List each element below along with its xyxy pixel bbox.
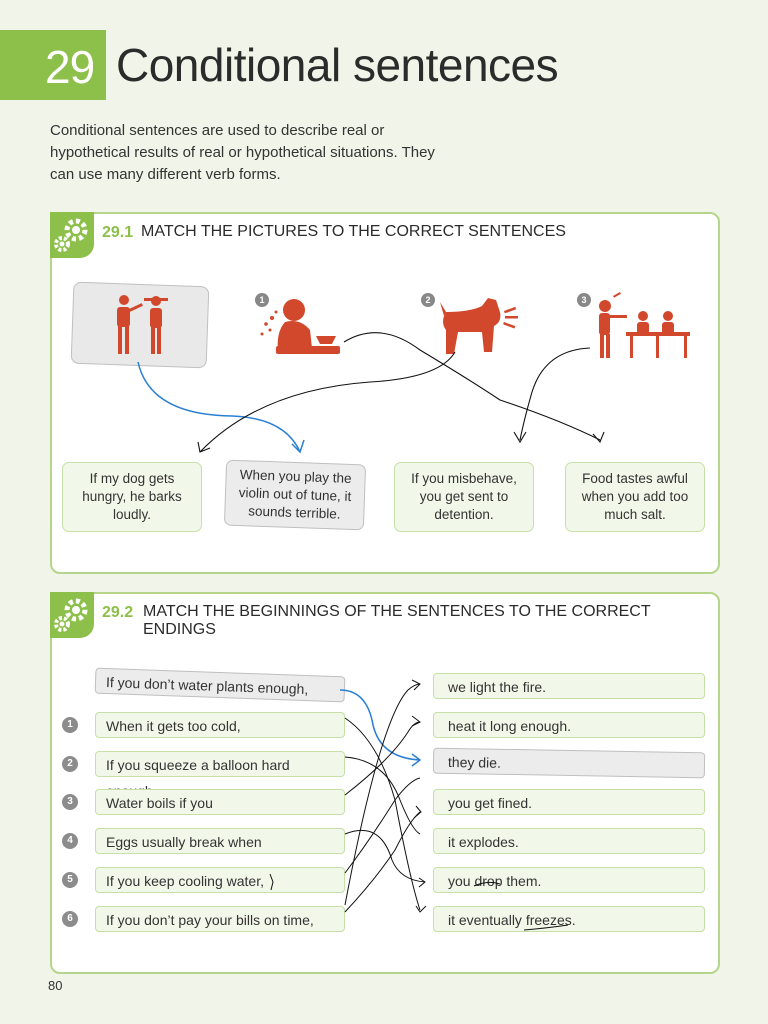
beginning-badge: 1 [62,717,78,733]
page-number: 80 [48,978,63,993]
beginning-1[interactable]: When it gets too cold, [95,712,345,738]
sentence-card-2[interactable]: When you play the violin out of tune, it sounds terrible. [224,460,366,531]
beginning-badge: 2 [62,756,78,772]
exercise-number: 29.1 [102,224,134,241]
ending-4[interactable]: you get fined. [433,789,705,815]
beginning-example[interactable]: If you don’t water plants enough, [95,668,346,703]
beginning-4[interactable]: Eggs usually break when [95,828,345,854]
intro-text: Conditional sentences are used to describe real or hypothetical results of real or hypothetical situations. They can use many different verb forms. [50,122,435,183]
beginning-badge: 6 [62,911,78,927]
exercise-title: MATCH THE PICTURES TO THE CORRECT SENTENCES [141,223,566,240]
exercise-number: 29.2 [102,604,134,621]
exercise-tab [50,592,94,638]
picture-badge-2: 2 [421,293,435,307]
beginning-3[interactable]: Water boils if you [95,789,345,815]
ending-2[interactable]: heat it long enough. [433,712,705,738]
beginning-badge: 4 [62,833,78,849]
sentence-card-1[interactable]: If my dog gets hungry, he barks loudly. [62,462,202,532]
ending-1[interactable]: we light the fire. [433,673,705,699]
chapter-title: Conditional sentences [116,39,559,91]
beginning-badge: 5 [62,872,78,888]
beginning-2[interactable]: If you squeeze a balloon hard [95,751,345,777]
ending-7[interactable]: it eventually freezes. [433,906,705,932]
ending-5[interactable]: it explodes. [433,828,705,854]
exercise-tab [50,212,94,258]
sentence-card-4[interactable]: Food tastes awful when you add too much salt. [565,462,705,532]
beginning-badge: 3 [62,794,78,810]
chapter-number: 29 [45,41,95,93]
sentence-card-3[interactable]: If you misbehave, you get sent to detention. [394,462,534,532]
example-picture-card [71,282,210,369]
ending-example[interactable]: they die. [433,748,705,779]
picture-badge-1: 1 [255,293,269,307]
ending-6[interactable]: you drop them. [433,867,705,893]
picture-badge-3: 3 [577,293,591,307]
beginning-5[interactable]: If you keep cooling water, [95,867,345,893]
gear-icon [50,212,94,258]
gear-icon [50,592,94,638]
beginning-6[interactable]: If you don’t pay your bills on time, [95,906,345,932]
exercise-title: MATCH THE BEGINNINGS OF THE SENTENCES TO THE CORRECT ENDINGS [143,603,651,638]
